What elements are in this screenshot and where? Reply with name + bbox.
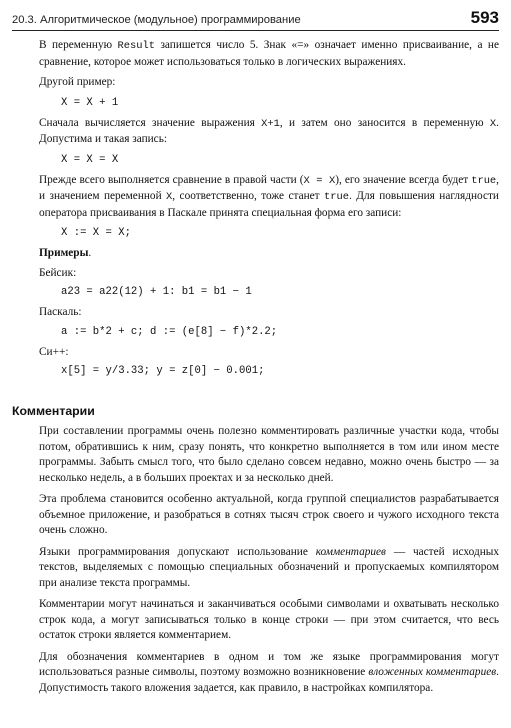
code-example-2: X = X = X: [61, 153, 119, 166]
paragraph-evaluation: Сначала вычисляется значение выражения X+1, и затем оно заносится в переменную X. Допустима и такая запись:: [39, 116, 499, 145]
code-cpp: x[5] = y/3.33; y = z[0] − 0.001;: [61, 365, 265, 377]
running-header: [12, 8, 499, 31]
pascal-label: Паскаль:: [39, 306, 82, 318]
header-section-label: 20.3. Алгоритмическое (модульное) программирование: [12, 14, 301, 26]
code-example-3: X := X = X;: [61, 227, 131, 239]
term-comments: комментариев: [315, 545, 386, 558]
section-title-comments: Комментарии: [12, 404, 95, 418]
paragraph-another-example: Другой пример:: [39, 76, 116, 88]
code-example-1: X = X + 1: [61, 96, 119, 109]
basic-label: Бейсик:: [39, 266, 77, 279]
paragraph-comparison: Прежде всего выполняется сравнение в правой части (X = X), его значение всегда будет true, и значением переменной X, соответственно, тоже станет true. Для повышения наглядности оператора присваивания в Паскале принята специальная форма его записи:: [39, 173, 499, 219]
comments-paragraph-5: Для обозначения комментариев в одном и том же языке программирования могут использоваться разные символы, поэтому возможно возникновение вложенных комментариев. Допустимость такого вложения задается, как правило, в настройках компилятора.: [39, 650, 499, 694]
comments-paragraph-2: Эта проблема становится особенно актуальной, когда группой специалистов разрабатывается объемное приложение, и разобраться в сотнях тысяч строк своего и чужого исходного текста очень сложно.: [39, 493, 499, 536]
paragraph-result: В переменную Result запишется число 5. Знак «=» означает именно присваивание, а не сравнение, которое может использоваться только в логических выражениях.: [39, 39, 499, 68]
comments-paragraph-1: При составлении программы очень полезно комментировать различные участки кода, чтобы потом, обратившись к ним, сразу понять, что конкретно выполняется в том или ином месте программы. Забыть смысл того, что было сделано совсем недавно, можно очень быстро — за несколько недель, а в больших проектах и за несколько дней.: [39, 425, 499, 484]
code-basic: a23 = a22(12) + 1: b1 = b1 − 1: [61, 286, 252, 298]
code-pascal: a := b*2 + c; d := (e[8] − f)*2.2;: [61, 325, 278, 338]
comments-paragraph-4: Комментарии могут начинаться и заканчиваться особыми символами и охватывать несколько строк кода, а могут записываться только в конце строки — при этом считается, что весь остаток строки является комментарием.: [39, 598, 499, 641]
examples-heading: Примеры.: [39, 247, 92, 259]
term-nested-comments: вложенных комментариев: [368, 666, 497, 678]
page-number: 593: [470, 8, 499, 27]
comments-text: [39, 424, 499, 702]
main-text: [39, 38, 499, 384]
comments-paragraph-3: Языки программирования допускают использование комментариев — частей исходных текстов, выделяемых с помощью специальных обозначений и пропускаемых компилятором при анализе текста программы.: [39, 545, 499, 589]
inline-code-result: Result: [117, 40, 155, 52]
cpp-label: Си++:: [39, 345, 69, 358]
